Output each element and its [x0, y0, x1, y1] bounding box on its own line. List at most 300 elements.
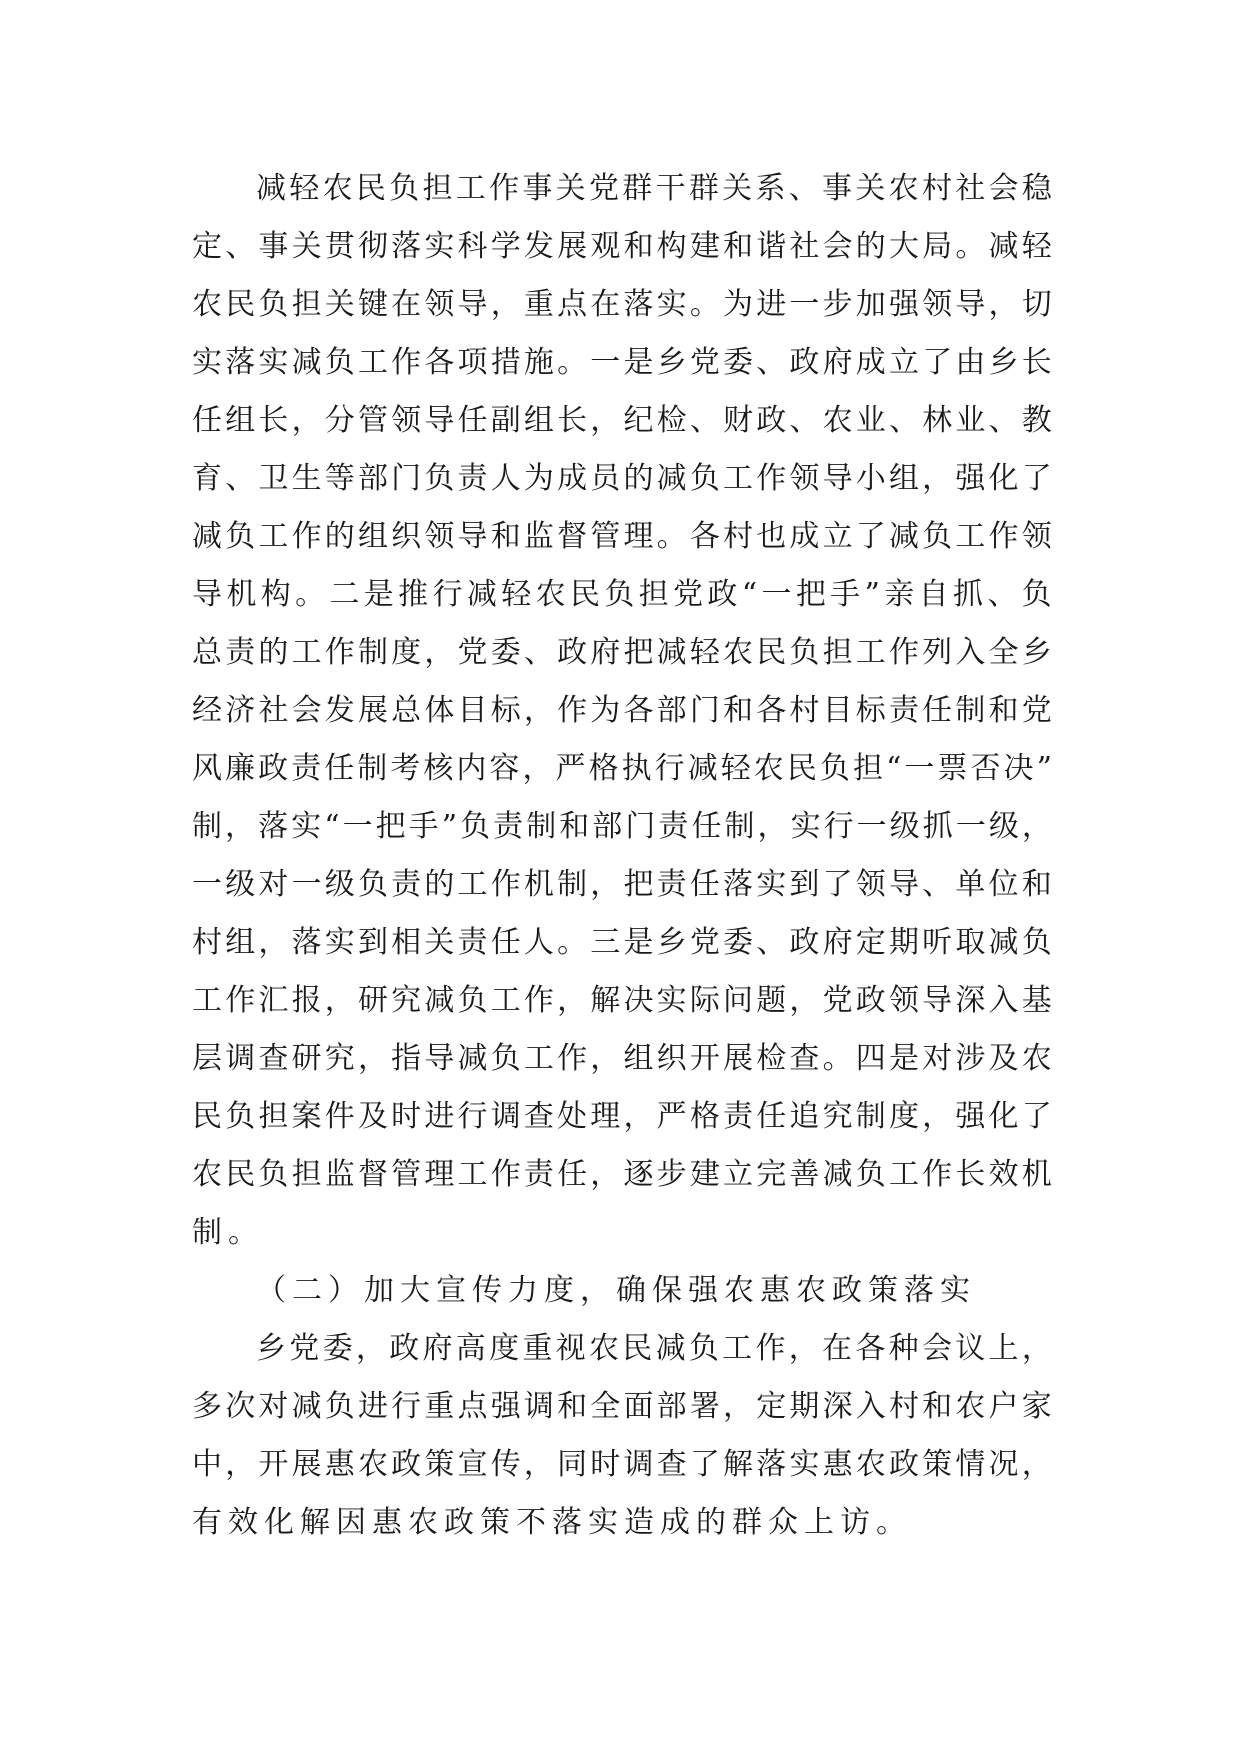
text-char: 政 — [557, 635, 588, 670]
text-char: 行 — [823, 809, 854, 844]
text-char: 究 — [391, 983, 422, 1018]
text-char: 农 — [588, 1331, 619, 1366]
text-char: 负 — [258, 1157, 289, 1192]
text-char: 各 — [623, 693, 654, 728]
text-char: 理 — [623, 519, 654, 554]
text-char: 、 — [987, 577, 1018, 612]
text-char: 领 — [855, 867, 886, 902]
text-char: 委 — [723, 345, 753, 380]
text-char: 立 — [822, 519, 853, 554]
text-char: 对 — [258, 1389, 289, 1424]
text-char: 四 — [855, 1041, 886, 1076]
text-char: 研 — [291, 1041, 322, 1076]
text-char: 民 — [622, 1331, 653, 1366]
text-char: 完 — [756, 1157, 787, 1192]
text-char: 进 — [357, 1389, 388, 1424]
text-char: 落 — [623, 287, 654, 322]
text-char: 重 — [523, 287, 554, 322]
text-char: 是 — [888, 1041, 919, 1076]
text-char: 工 — [192, 983, 222, 1018]
text-char: 负 — [490, 1041, 521, 1076]
text-line — [192, 276, 1052, 334]
text-char: 对 — [922, 1041, 953, 1076]
text-char: 。 — [689, 287, 720, 322]
text-char: 化 — [988, 1099, 1019, 1134]
text-char: 对 — [258, 867, 289, 902]
text-char: 负 — [324, 345, 355, 380]
text-line — [192, 566, 1052, 624]
text-char: 门 — [689, 693, 720, 728]
text-char: 民 — [355, 171, 386, 206]
text-char: 理 — [424, 1157, 455, 1192]
text-char: 长 — [258, 403, 289, 438]
text-char: 科 — [457, 229, 488, 264]
text-char: 抓 — [922, 809, 953, 844]
text-char: 落 — [723, 867, 753, 902]
text-char: 党 — [689, 925, 720, 960]
text-char: 任 — [557, 1157, 588, 1192]
text-char: 调 — [523, 1389, 554, 1424]
text-char: 、 — [888, 403, 919, 438]
text-line — [192, 1146, 1052, 1204]
text-char: 定 — [756, 1389, 787, 1424]
text-char: ， — [788, 1331, 819, 1366]
text-char: 领 — [888, 983, 919, 1018]
text-char: 负 — [1021, 925, 1052, 960]
text-char: 组 — [225, 403, 256, 438]
text-char: 负 — [225, 1099, 256, 1134]
text-char: 制 — [192, 809, 222, 844]
text-char: 制 — [724, 809, 755, 844]
text-char: 把 — [623, 635, 654, 670]
text-char: 政 — [389, 1331, 420, 1366]
text-char: 亲 — [884, 577, 915, 612]
text-char: 贯 — [324, 229, 355, 264]
text-char: 减 — [988, 925, 1019, 960]
text-char: 廉 — [225, 751, 256, 786]
text-char: 党 — [673, 577, 704, 612]
text-char: 化 — [988, 461, 1019, 496]
text-char: 开 — [258, 1447, 289, 1482]
text-line — [192, 624, 1052, 682]
text-char: 育 — [192, 461, 222, 496]
text-char: 了 — [922, 345, 953, 380]
text-char: 负 — [357, 867, 388, 902]
text-char: 开 — [689, 1041, 720, 1076]
text-char: ” — [441, 809, 458, 844]
section-heading: （二）加大宣传力度，确保强农惠农政策落实 — [256, 1273, 976, 1308]
text-char: 委 — [490, 635, 521, 670]
text-char: 减 — [988, 229, 1019, 264]
text-char: 重 — [522, 1331, 553, 1366]
text-char: 实 — [424, 229, 455, 264]
text-char: 列 — [922, 635, 953, 670]
text-char: ” — [1036, 751, 1052, 786]
text-char: 导 — [922, 983, 953, 1018]
text-char: 事 — [522, 171, 553, 206]
text-char: 作 — [391, 345, 422, 380]
text-char: 一 — [761, 577, 792, 612]
text-line: 制。 — [192, 1215, 264, 1250]
text-char: 领 — [424, 287, 455, 322]
text-char: 视 — [555, 1331, 586, 1366]
text-char: 决 — [623, 983, 654, 1018]
text-char: 的 — [324, 519, 355, 554]
text-char: 重 — [424, 1389, 455, 1424]
text-line — [192, 508, 1052, 566]
text-char: 建 — [689, 1157, 720, 1192]
text-char: 农 — [753, 751, 784, 786]
text-char: 。 — [822, 1041, 853, 1076]
text-line — [192, 682, 1052, 740]
text-char: 时 — [391, 1099, 422, 1134]
text-char: 。 — [656, 519, 687, 554]
text-char: 作 — [324, 635, 355, 670]
text-char: 。 — [955, 229, 986, 264]
text-char: 深 — [955, 983, 986, 1018]
text-char: 施 — [523, 345, 554, 380]
text-char: 严 — [656, 1099, 687, 1134]
text-char: 人 — [490, 461, 521, 496]
text-char: 工 — [723, 461, 753, 496]
text-char: 教 — [1021, 403, 1052, 438]
text-char: 担 — [852, 751, 883, 786]
text-char: 乡 — [256, 1331, 286, 1366]
text-char: 乡 — [1021, 635, 1052, 670]
text-char: 关 — [424, 925, 455, 960]
text-char: 理 — [590, 1099, 621, 1134]
text-char: 强 — [955, 461, 986, 496]
text-char: 况 — [988, 1447, 1019, 1482]
text-char: ， — [1021, 1447, 1052, 1482]
text-char: 取 — [955, 925, 986, 960]
text-char: 立 — [723, 1157, 753, 1192]
text-char: 减 — [822, 1157, 853, 1192]
text-char: 组 — [523, 403, 554, 438]
text-char: 风 — [192, 751, 222, 786]
text-char: 步 — [822, 287, 853, 322]
text-char: 各 — [855, 1331, 886, 1366]
text-line — [192, 334, 1052, 392]
text-line — [192, 972, 1052, 1030]
text-char: 轻 — [1021, 229, 1052, 264]
text-char: 部 — [592, 809, 623, 844]
text-char: 相 — [391, 925, 422, 960]
text-char: 副 — [490, 403, 521, 438]
text-char: 的 — [258, 635, 289, 670]
text-char: 家 — [1021, 1389, 1052, 1424]
text-char: 长 — [1021, 345, 1052, 380]
text-char: 同 — [557, 1447, 588, 1482]
text-char: 成 — [557, 461, 588, 496]
text-char: 济 — [225, 693, 256, 728]
text-char: 决 — [1003, 751, 1034, 786]
text-char: 查 — [656, 1447, 687, 1482]
text-char: 级 — [988, 809, 1019, 844]
text-char: “ — [324, 809, 340, 844]
text-char: 构 — [260, 577, 291, 612]
text-char: 报 — [291, 983, 322, 1018]
text-char: 制 — [855, 1099, 886, 1134]
text-char: 为 — [723, 287, 753, 322]
text-char: 了 — [1021, 1099, 1052, 1134]
text-char: 内 — [456, 751, 487, 786]
text-char: 和 — [623, 229, 654, 264]
text-char: 的 — [623, 461, 654, 496]
text-char: ， — [723, 1389, 753, 1424]
text-char: 任 — [324, 751, 355, 786]
text-char: 负 — [258, 287, 289, 322]
text-char: 学 — [490, 229, 521, 264]
text-char: 基 — [1021, 983, 1052, 1018]
text-char: 机 — [1021, 1157, 1052, 1192]
text-char: ， — [225, 1447, 256, 1482]
text-line — [192, 1088, 1052, 1146]
text-char: 关 — [855, 171, 886, 206]
text-char: ， — [922, 461, 953, 496]
text-char: 担 — [422, 171, 453, 206]
text-char: 了 — [689, 1447, 720, 1482]
text-char: 作 — [225, 983, 256, 1018]
text-char: 作 — [490, 1157, 521, 1192]
text-char: 逐 — [623, 1157, 654, 1192]
text-char: 成 — [855, 345, 886, 380]
text-char: 面 — [623, 1389, 654, 1424]
text-char: 负 — [1021, 577, 1052, 612]
text-line — [192, 1320, 1052, 1378]
text-char: 在 — [822, 1331, 853, 1366]
text-char: 减 — [466, 577, 497, 612]
text-char: 格 — [588, 751, 619, 786]
text-char: 担 — [291, 287, 322, 322]
text-char: 检 — [756, 1041, 787, 1076]
text-char: 工 — [490, 983, 521, 1018]
text-char: 期 — [789, 1389, 820, 1424]
text-char: 任 — [756, 1099, 787, 1134]
text-char: 责 — [457, 925, 488, 960]
text-char: 一 — [856, 809, 887, 844]
text-char: 上 — [988, 1331, 1019, 1366]
text-char: 建 — [689, 229, 720, 264]
text-char: 责 — [493, 809, 524, 844]
text-char: 导 — [822, 461, 853, 496]
text-char: 党 — [289, 1331, 320, 1366]
text-char: 作 — [490, 867, 521, 902]
text-line — [192, 1436, 1052, 1494]
text-char: 负 — [689, 461, 720, 496]
text-char: 农 — [723, 635, 753, 670]
text-line — [192, 740, 1052, 798]
text-char: 负 — [457, 983, 488, 1018]
text-char: 负 — [922, 519, 953, 554]
text-char: 层 — [192, 1041, 222, 1076]
text-char: 、 — [225, 461, 256, 496]
text-char: 也 — [756, 519, 787, 554]
text-char: 工 — [457, 867, 488, 902]
text-char: 展 — [723, 1041, 753, 1076]
text-char: 三 — [590, 925, 621, 960]
text-char: ， — [357, 1041, 388, 1076]
text-char: 工 — [855, 635, 886, 670]
text-char: 政 — [888, 1447, 919, 1482]
text-char: 乡 — [988, 345, 1019, 380]
text-char: 一 — [192, 867, 222, 902]
text-char: 多 — [192, 1389, 222, 1424]
text-char: 度 — [489, 1331, 520, 1366]
text-char: 的 — [855, 229, 886, 264]
text-char: 业 — [855, 403, 886, 438]
text-char: 展 — [291, 1447, 322, 1482]
text-char: ， — [490, 287, 521, 322]
text-char: 查 — [258, 1041, 289, 1076]
text-line — [192, 798, 1052, 856]
text-char: 步 — [656, 1157, 687, 1192]
text-char: ， — [590, 403, 621, 438]
text-char: 一 — [789, 287, 820, 322]
text-char: 农 — [357, 1447, 388, 1482]
text-char: 、 — [689, 403, 720, 438]
text-char: 管 — [590, 519, 621, 554]
text-char: 政 — [391, 1447, 422, 1482]
text-line — [192, 392, 1052, 450]
text-char: 、 — [756, 345, 787, 380]
text-char: 织 — [391, 519, 422, 554]
text-char: 领 — [391, 403, 422, 438]
text-char: 导 — [457, 519, 488, 554]
text-char: 定 — [855, 925, 886, 960]
text-char: ， — [789, 983, 820, 1018]
text-char: 督 — [557, 519, 588, 554]
text-char: 党 — [822, 983, 853, 1018]
text-char: ， — [324, 983, 355, 1018]
text-char: 时 — [590, 1447, 621, 1482]
text-char: 际 — [689, 983, 720, 1018]
text-char: 负 — [225, 519, 256, 554]
text-char: 宣 — [457, 1447, 488, 1482]
text-char: 户 — [988, 1389, 1019, 1424]
text-char: 一 — [955, 809, 986, 844]
text-char: 减 — [656, 461, 687, 496]
text-char: 实 — [656, 983, 687, 1018]
text-char: 推 — [398, 577, 429, 612]
text-char: 期 — [888, 925, 919, 960]
text-char: 行 — [391, 1389, 422, 1424]
text-char: 和 — [723, 693, 753, 728]
text-char: 目 — [822, 693, 853, 728]
text-char: 农 — [855, 1447, 886, 1482]
text-char: 惠 — [822, 1447, 853, 1482]
text-char: 任 — [691, 809, 722, 844]
text-char: 定 — [192, 229, 222, 264]
text-char: 责 — [457, 461, 488, 496]
text-char: 和 — [723, 229, 753, 264]
text-char: ， — [291, 403, 322, 438]
text-char: ， — [922, 1099, 953, 1134]
text-char: 和 — [490, 519, 521, 554]
text-char: 机 — [226, 577, 257, 612]
text-char: 二 — [329, 577, 360, 612]
text-char: 责 — [723, 1099, 753, 1134]
text-char: 工 — [457, 1157, 488, 1192]
text-char: 农 — [535, 577, 566, 612]
text-char: 抓 — [952, 577, 983, 612]
text-char: 减 — [888, 519, 919, 554]
text-char: 政 — [789, 345, 820, 380]
text-char: 实 — [756, 867, 787, 902]
text-char: 入 — [988, 983, 1019, 1018]
text-char: 工 — [291, 635, 322, 670]
text-char: 门 — [625, 809, 656, 844]
text-char: 作 — [489, 171, 520, 206]
text-char: ， — [1021, 809, 1052, 844]
text-char: 轻 — [501, 577, 532, 612]
text-line — [192, 218, 1052, 276]
text-char: 入 — [855, 1389, 886, 1424]
text-char: 作 — [756, 461, 787, 496]
text-char: 组 — [888, 461, 919, 496]
text-char: 会 — [988, 171, 1019, 206]
text-char: 关 — [291, 229, 322, 264]
text-char: 由 — [955, 345, 986, 380]
text-char: 中 — [192, 1447, 222, 1482]
text-char: 究 — [822, 1099, 853, 1134]
text-char: 级 — [889, 809, 920, 844]
text-char: ， — [355, 1331, 386, 1366]
text-char: 情 — [955, 1447, 986, 1482]
text-char: 村 — [723, 519, 753, 554]
text-char: 实 — [789, 1447, 820, 1482]
text-char: 系 — [755, 171, 786, 206]
text-char: 及 — [988, 1041, 1019, 1076]
text-char: 府 — [822, 925, 853, 960]
text-char: 减 — [291, 1389, 322, 1424]
text-char: 案 — [291, 1099, 322, 1134]
text-char: 农 — [888, 171, 919, 206]
text-line: 有效化解因惠农政策不落实造成的群众上访。 — [192, 1505, 912, 1540]
text-char: 事 — [822, 171, 853, 206]
text-char: 负 — [424, 461, 455, 496]
text-char: 强 — [955, 1099, 986, 1134]
text-char: 人 — [523, 925, 554, 960]
text-char: 会 — [291, 693, 322, 728]
text-char: 级 — [324, 867, 355, 902]
text-char: 农 — [822, 403, 853, 438]
text-char: 制 — [526, 809, 557, 844]
text-char: 导 — [955, 287, 986, 322]
text-char: 否 — [970, 751, 1001, 786]
text-char: 监 — [324, 1157, 355, 1192]
text-char: 督 — [357, 1157, 388, 1192]
text-char: ， — [590, 1157, 621, 1192]
text-char: 标 — [490, 693, 521, 728]
text-char: 负 — [460, 809, 491, 844]
text-char: 员 — [590, 461, 621, 496]
text-char: 点 — [457, 1389, 488, 1424]
text-char: 策 — [922, 1447, 953, 1482]
text-char: 入 — [955, 635, 986, 670]
text-char: 社 — [789, 229, 820, 264]
text-char: 担 — [258, 1099, 289, 1134]
text-char: 检 — [656, 403, 687, 438]
text-char: 究 — [324, 1041, 355, 1076]
text-char: 惠 — [324, 1447, 355, 1482]
text-char: 减 — [687, 751, 718, 786]
text-char: ， — [424, 635, 455, 670]
text-char: 负 — [819, 751, 850, 786]
text-char: 实 — [192, 345, 222, 380]
text-char: 组 — [357, 519, 388, 554]
text-char: ， — [757, 809, 788, 844]
